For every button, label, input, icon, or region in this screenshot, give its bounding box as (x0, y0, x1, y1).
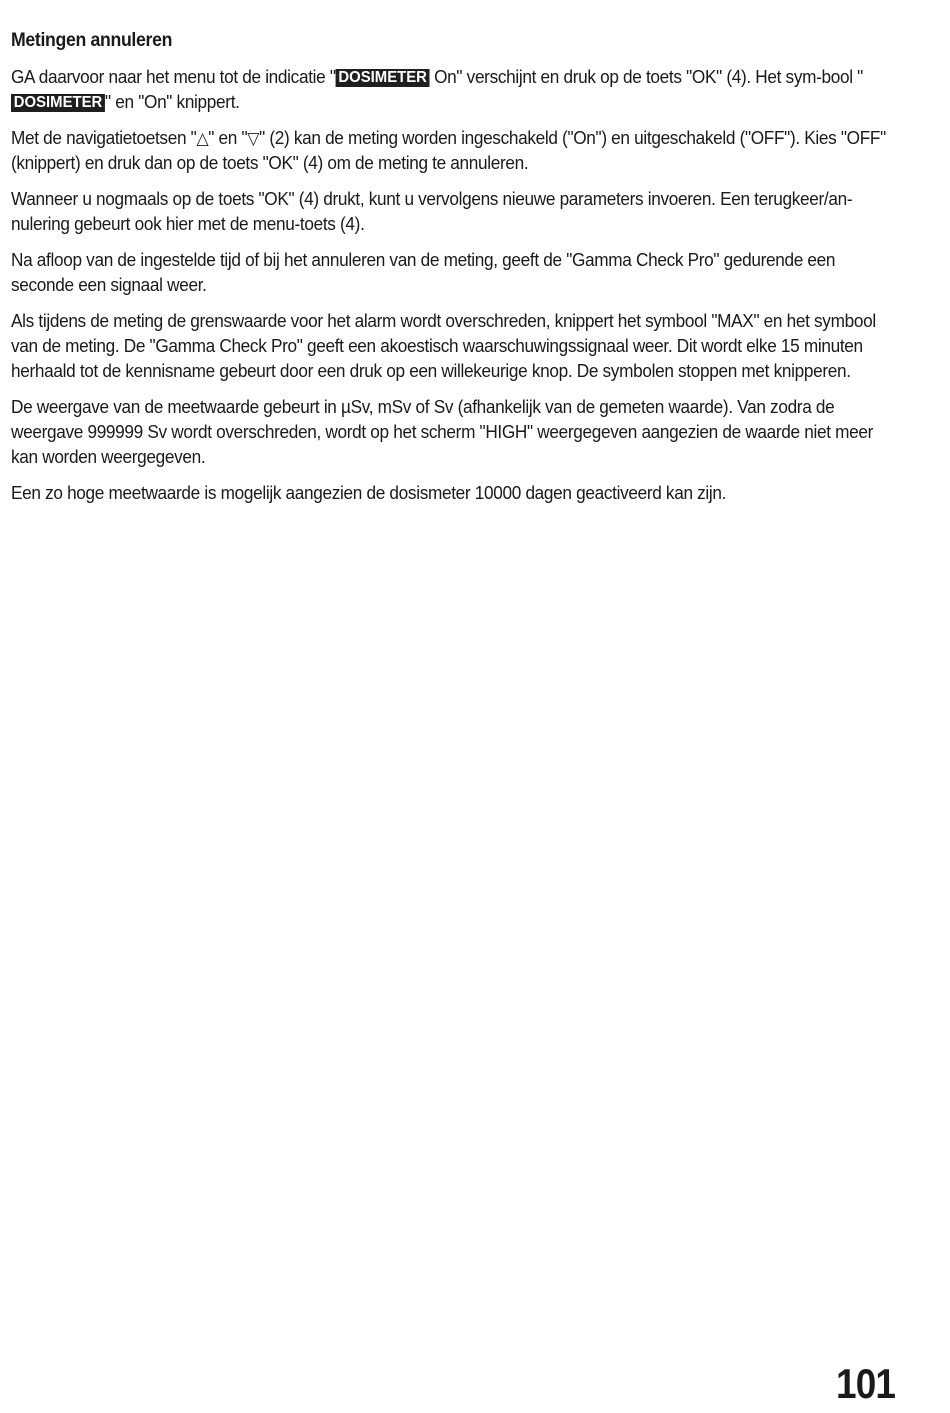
paragraph-text: " en " (208, 127, 248, 148)
paragraph-dosimeter-menu (11, 64, 901, 114)
paragraph-display-units: De weergave van de meetwaarde gebeurt in µSv, mSv of Sv (afhankelijk van de gemeten waarde). Van zodra de weergave 999999 Sv wordt overschreden, wordt op het scherm "HIGH" weergegeven aangezien de waarde niet meer kan worden weergegeven. (11, 396, 874, 467)
triangle-down-icon: ▽ (247, 129, 260, 148)
paragraph-text: " (2) kan de meting worden ingeschakeld ("On") en uitgeschakeld ("OFF"). Kies "OFF" (knippert) en druk dan op de toets "OK" (4) om de meting te annuleren. (11, 127, 886, 173)
section-heading: Metingen annuleren (11, 30, 173, 51)
dosimeter-display-symbol: DOSIMETER (336, 69, 430, 87)
dosimeter-display-symbol: DOSIMETER (11, 94, 105, 112)
triangle-up-icon: △ (196, 129, 209, 148)
paragraph-navigation-keys (11, 125, 901, 175)
paragraph-text: Met de navigatietoetsen " (11, 127, 197, 148)
paragraph-high-value: Een zo hoge meetwaarde is mogelijk aangezien de dosismeter 10000 dagen geactiveerd kan zijn. (11, 482, 727, 503)
page-number: 101 (835, 1360, 895, 1407)
paragraph-signal: Na afloop van de ingestelde tijd of bij het annuleren van de meting, geeft de "Gamma Check Pro" gedurende een seconde een signaal weer. (11, 249, 836, 295)
paragraph-new-parameters: Wanneer u nogmaals op de toets "OK" (4) drukt, kunt u vervolgens nieuwe parameters invoeren. Een terugkeer/an-nulering gebeurt ook hier met de menu-toets (4). (11, 188, 853, 234)
paragraph-text: GA daarvoor naar het menu tot de indicatie " (11, 66, 336, 87)
paragraph-text: On" verschijnt en druk op de toets "OK" (4). Het sym-bool " (429, 66, 863, 87)
paragraph-alarm: Als tijdens de meting de grenswaarde voor het alarm wordt overschreden, knippert het symbool "MAX" en het symbool van de meting. De "Gamma Check Pro" geeft een akoestisch waarschuwingssignaal weer. Dit wordt elke 15 minuten herhaald tot de kennisname gebeurt door een druk op een willekeurige knop. De symbolen stoppen met knipperen. (11, 310, 876, 381)
paragraph-text: " en "On" knippert. (105, 91, 240, 112)
document-body (11, 28, 901, 516)
